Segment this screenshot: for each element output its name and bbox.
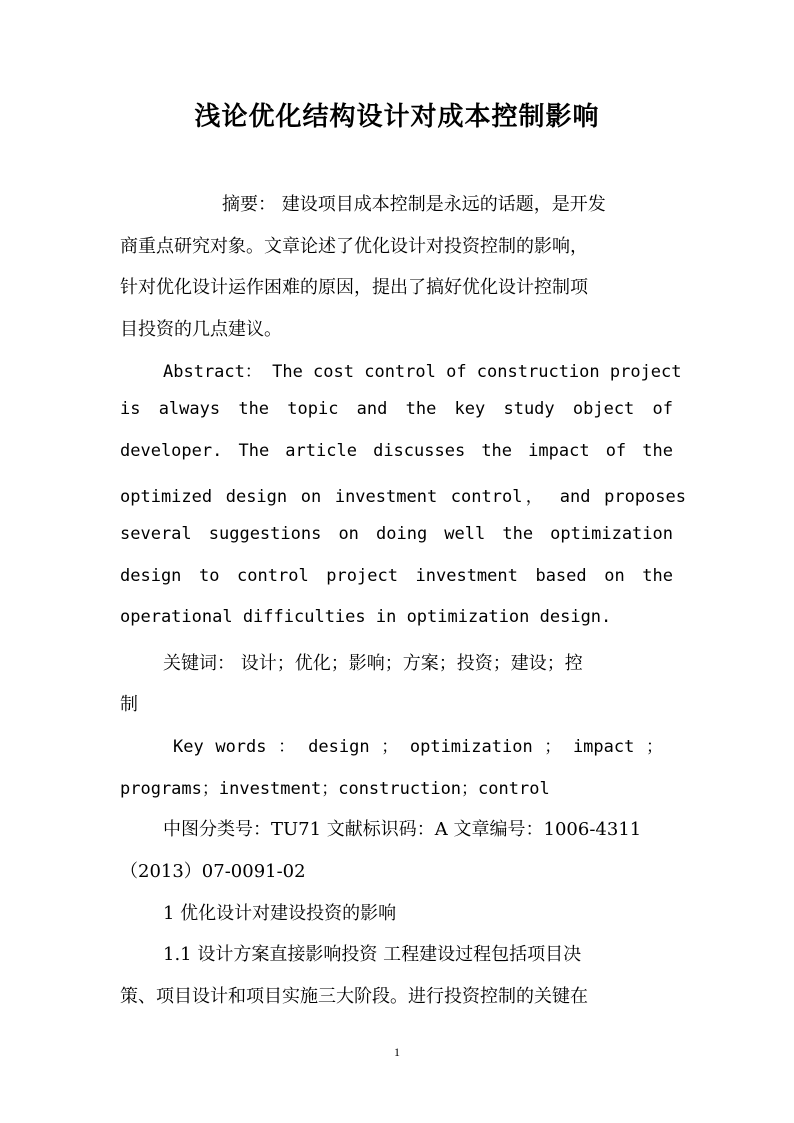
- abstract-en-line: optimized design on investment control， and proposes: [120, 487, 686, 507]
- abstract-en-line: several suggestions on doing well the optimization: [120, 524, 673, 544]
- keywords-cn-line: 制: [120, 694, 138, 715]
- section-heading: 1 优化设计对建设投资的影响: [163, 903, 397, 924]
- abstract-cn-line: 目投资的几点建议。: [120, 319, 282, 340]
- abstract-en-line: operational difficulties in optimization design.: [120, 607, 612, 627]
- keywords-en-line: Key words ： design ； optimization ； impact ；: [173, 737, 663, 757]
- abstract-cn-line: 针对优化设计运作困难的原因，提出了搞好优化设计控制项: [120, 277, 588, 298]
- abstract-cn-line: 商重点研究对象。文章论述了优化设计对投资控制的影响，: [120, 236, 588, 257]
- abstract-en-line: Abstract： The cost control of construction project: [163, 362, 682, 382]
- classification-line: 中图分类号：TU71 文献标识码：A 文章编号：1006-4311: [163, 819, 642, 840]
- abstract-en-line: developer. The article discusses the impact of the: [120, 441, 673, 461]
- keywords-en-line: programs；investment；construction；control: [120, 779, 550, 799]
- page-number: 1: [394, 1045, 400, 1059]
- classification-line: （2013）07-0091-02: [120, 861, 306, 882]
- document-title: 浅论优化结构设计对成本控制影响: [194, 102, 600, 132]
- abstract-en-line: design to control project investment based on the: [120, 566, 673, 586]
- abstract-en-line: is always the topic and the key study object of: [120, 399, 673, 419]
- section-body-line: 1.1 设计方案直接影响投资 工程建设过程包括项目决: [163, 944, 582, 965]
- abstract-cn-line: 摘要： 建设项目成本控制是永远的话题，是开发: [222, 194, 606, 215]
- section-body-line: 策、项目设计和项目实施三大阶段。进行投资控制的关键在: [120, 986, 588, 1007]
- keywords-cn-line: 关键词： 设计；优化；影响；方案；投资；建设；控: [163, 653, 583, 674]
